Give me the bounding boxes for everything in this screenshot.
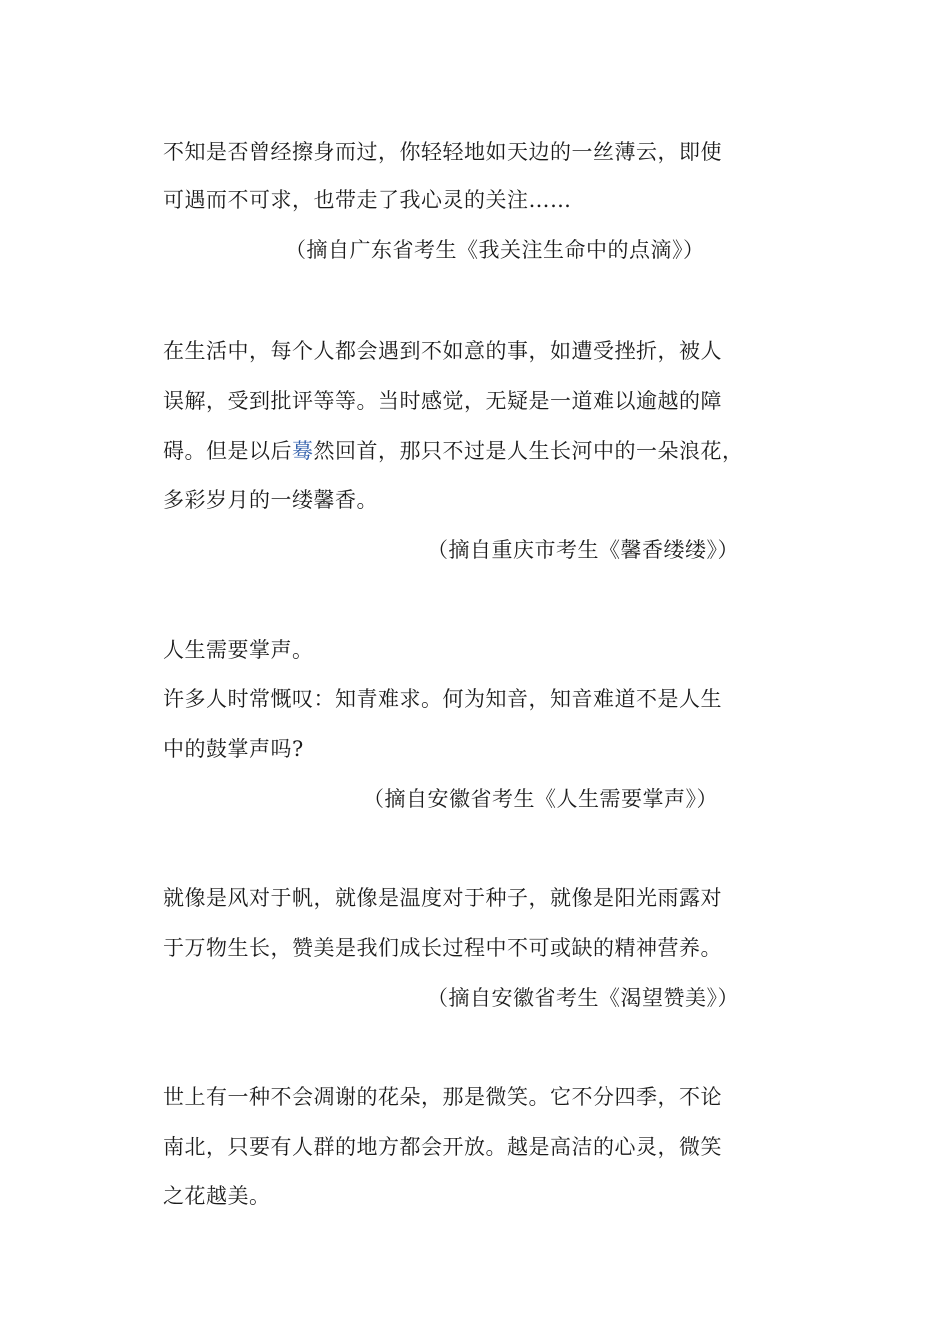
excerpt-3-source: （摘自安徽省考生《人生需要掌声》） — [363, 787, 718, 811]
excerpt-2-line-3-before: 碍。但是以后 — [163, 439, 292, 463]
highlighted-character: 蓦 — [292, 439, 314, 463]
excerpt-2-line-3-after: 然回首，那只不过是人生长河中的一朵浪花， — [313, 439, 744, 463]
excerpt-1-line-2: 可遇而不可求，也带走了我心灵的关注…… — [163, 188, 572, 212]
excerpt-3-line-2: 许多人时常慨叹：知青难求。何为知音，知音难道不是人生 — [163, 687, 722, 711]
excerpt-4-line-1: 就像是风对于帆，就像是温度对于种子，就像是阳光雨露对 — [163, 886, 722, 910]
excerpt-2-line-1: 在生活中，每个人都会遇到不如意的事，如遭受挫折，被人 — [163, 339, 722, 363]
excerpt-5-line-2: 南北，只要有人群的地方都会开放。越是高洁的心灵，微笑 — [163, 1135, 722, 1159]
excerpt-2-line-4: 多彩岁月的一缕馨香。 — [163, 488, 378, 512]
excerpt-1-source: （摘自广东省考生《我关注生命中的点滴》） — [285, 238, 705, 262]
excerpt-1-line-1: 不知是否曾经擦身而过，你轻轻地如天边的一丝薄云，即使 — [163, 140, 722, 164]
excerpt-5-line-1: 世上有一种不会凋谢的花朵，那是微笑。它不分四季，不论 — [163, 1085, 722, 1109]
excerpt-2-line-3 — [163, 436, 744, 466]
excerpt-4-source: （摘自安徽省考生《渴望赞美》） — [427, 986, 739, 1010]
excerpt-4-line-2: 于万物生长，赞美是我们成长过程中不可或缺的精神营养。 — [163, 936, 722, 960]
excerpt-3-line-3: 中的鼓掌声吗? — [163, 737, 304, 761]
excerpt-2-line-2: 误解，受到批评等等。当时感觉，无疑是一道难以逾越的障 — [163, 389, 722, 413]
excerpt-3-line-1: 人生需要掌声。 — [163, 638, 314, 662]
excerpt-2-source: （摘自重庆市考生《馨香缕缕》） — [427, 538, 739, 562]
excerpt-5-line-3: 之花越美。 — [163, 1184, 271, 1208]
